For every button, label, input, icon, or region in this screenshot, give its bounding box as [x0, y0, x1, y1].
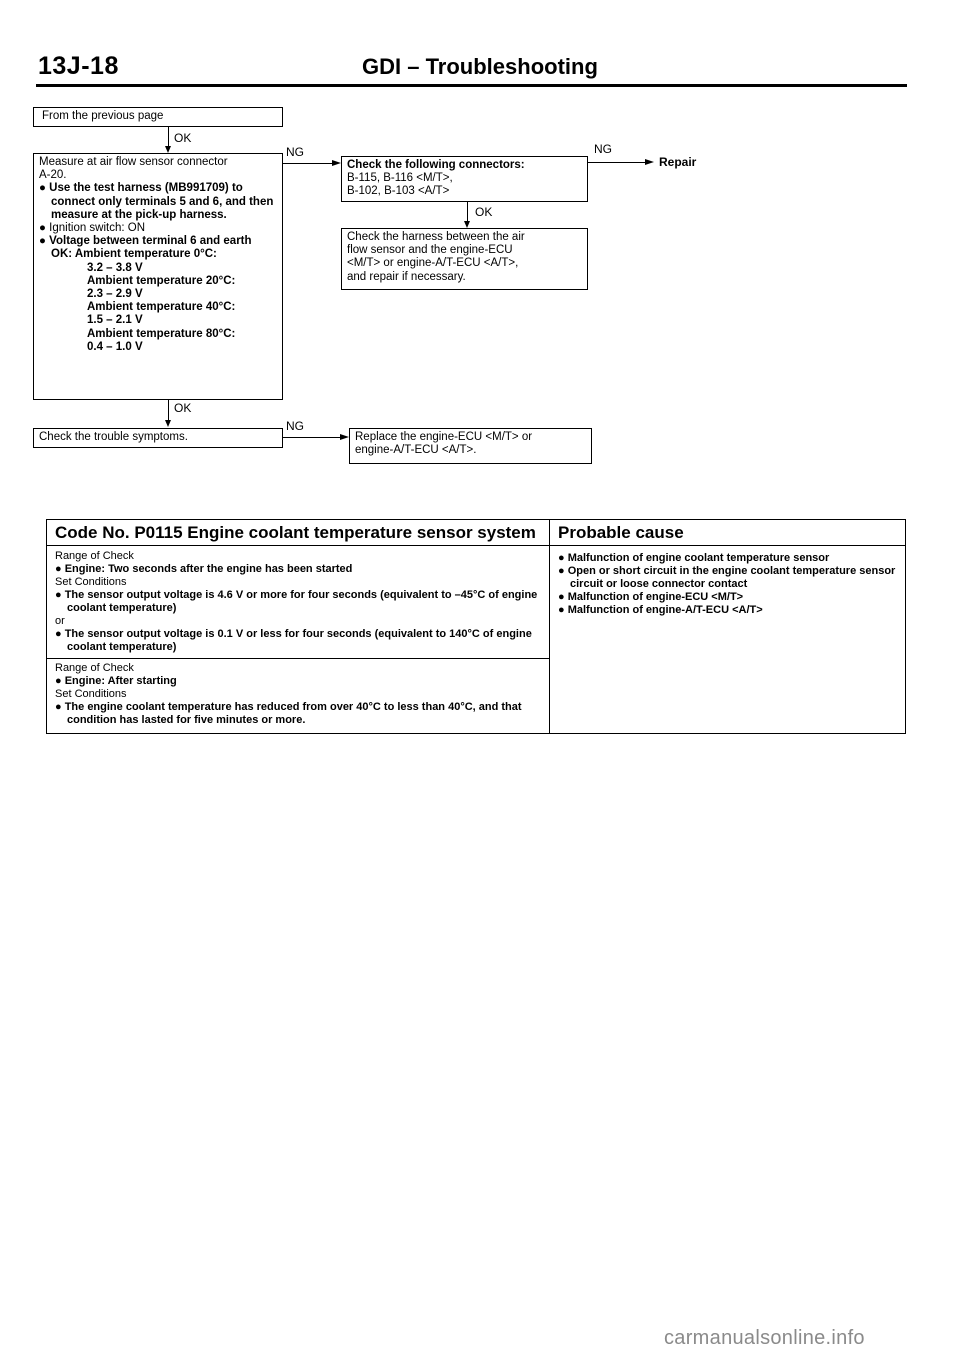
- cause-item: ● Malfunction of engine coolant temperature sensor: [558, 552, 830, 564]
- trouble-text: Check the trouble symptoms.: [39, 431, 188, 443]
- connector-trouble-to-replace: [283, 437, 341, 438]
- connector-prev-to-measure: [168, 127, 169, 147]
- harness-line2: flow sensor and the engine-ECU: [347, 244, 513, 257]
- harness-box: [341, 228, 588, 290]
- code-table-row: [47, 546, 906, 659]
- connector-measure-to-connectors: [283, 163, 333, 164]
- replace-line2: engine-A/T-ECU <A/T>.: [355, 444, 477, 457]
- repair-text: Repair: [659, 155, 697, 169]
- or-text: or: [55, 615, 65, 627]
- set-label-1: Set Conditions: [55, 576, 127, 588]
- connectors-line2: B-102, B-103 <A/T>: [347, 185, 450, 198]
- measure-spec2-value: 2.3 – 2.9 V: [87, 288, 143, 301]
- cause-header-cell: [550, 520, 906, 546]
- ok-label-3: OK: [174, 401, 192, 415]
- prev-page-text: From the previous page: [42, 110, 164, 122]
- measure-bullet1: ● Use the test harness (MB991709) to connect only terminals 5 and 6, and then measure at the pick-up harness.: [39, 182, 274, 221]
- measure-line1: Measure at air flow sensor connector: [39, 156, 228, 168]
- measure-bullet3: ● Voltage between terminal 6 and earth: [39, 235, 252, 248]
- range-label-2: Range of Check: [55, 662, 134, 674]
- measure-bullet2: ● Ignition switch: ON: [39, 222, 146, 235]
- measure-spec2: Ambient temperature 20°C:: [87, 274, 236, 287]
- measure-spec3-value: 1.5 – 2.1 V: [87, 314, 143, 327]
- measure-spec1-value: 3.2 – 3.8 V: [87, 261, 143, 274]
- arrow-right-icon: [332, 160, 341, 166]
- code-title: Code No. P0115 Engine coolant temperature sensor system: [55, 523, 536, 542]
- connector-connectors-to-repair: [588, 162, 646, 163]
- measure-spec3: Ambient temperature 40°C:: [87, 301, 236, 314]
- cause-item: ● Open or short circuit in the engine coolant temperature sensor circuit or loose connector contact: [558, 565, 896, 590]
- cause-header: Probable cause: [558, 523, 684, 542]
- range-item-2: ● Engine: After starting: [55, 675, 177, 687]
- header-rule: [36, 84, 907, 87]
- arrow-down-icon: [165, 420, 171, 427]
- replace-line1: Replace the engine-ECU <M/T> or: [355, 431, 533, 443]
- prev-page-box: [33, 107, 283, 127]
- range-item-1: ● Engine: Two seconds after the engine has been started: [55, 563, 353, 575]
- harness-line1: Check the harness between the air: [347, 231, 525, 243]
- replace-box: [349, 428, 592, 464]
- set-label-2: Set Conditions: [55, 688, 127, 700]
- measure-spec4: Ambient temperature 80°C:: [87, 327, 236, 340]
- measure-spec4-value: 0.4 – 1.0 V: [87, 340, 143, 353]
- page-number: 13J-18: [38, 52, 119, 80]
- connectors-box: [341, 156, 588, 202]
- trouble-box: [33, 428, 283, 448]
- measure-box: [33, 153, 283, 400]
- arrow-down-icon: [165, 146, 171, 153]
- measure-spec1: OK: Ambient temperature 0°C:: [51, 248, 217, 261]
- cause-item: ● Malfunction of engine-ECU <M/T>: [558, 591, 744, 603]
- code-title-cell: [47, 520, 550, 546]
- cause-item: ● Malfunction of engine-A/T-ECU <A/T>: [558, 604, 763, 616]
- connector-connectors-to-harness: [467, 202, 468, 222]
- cond-2: ● The sensor output voltage is 0.1 V or less for four seconds (equivalent to 140°C of engine coolant temperature): [55, 628, 532, 653]
- cond-1: ● The sensor output voltage is 4.6 V or more for four seconds (equivalent to –45°C of engine coolant temperature): [55, 589, 538, 614]
- connectors-title: Check the following connectors:: [347, 159, 525, 171]
- causes-cell: [550, 546, 906, 734]
- ok-label-1: OK: [174, 131, 192, 145]
- connector-measure-to-trouble: [168, 400, 169, 421]
- ng-label-3: NG: [286, 419, 304, 433]
- ng-label-1: NG: [286, 145, 304, 159]
- code-table-header-row: [47, 520, 906, 546]
- check-block-2: [47, 659, 550, 734]
- page-title: GDI – Troubleshooting: [362, 54, 598, 79]
- arrow-down-icon: [464, 221, 470, 228]
- arrow-right-icon: [340, 434, 349, 440]
- harness-line3: <M/T> or engine-A/T-ECU <A/T>,: [347, 257, 519, 270]
- ng-label-2: NG: [594, 142, 612, 156]
- harness-line4: and repair if necessary.: [347, 270, 466, 283]
- code-table: [46, 519, 906, 734]
- ok-label-2: OK: [475, 205, 493, 219]
- connectors-line1: B-115, B-116 <M/T>,: [347, 172, 453, 185]
- check-block-1: [47, 546, 550, 659]
- cond-3: ● The engine coolant temperature has reduced from over 40°C to less than 40°C, and that condition has lasted for five minutes or more.: [55, 701, 522, 726]
- measure-line2: A-20.: [39, 169, 67, 182]
- range-label-1: Range of Check: [55, 550, 134, 562]
- arrow-right-icon: [645, 159, 654, 165]
- watermark: carmanualsonline.info: [664, 1327, 865, 1349]
